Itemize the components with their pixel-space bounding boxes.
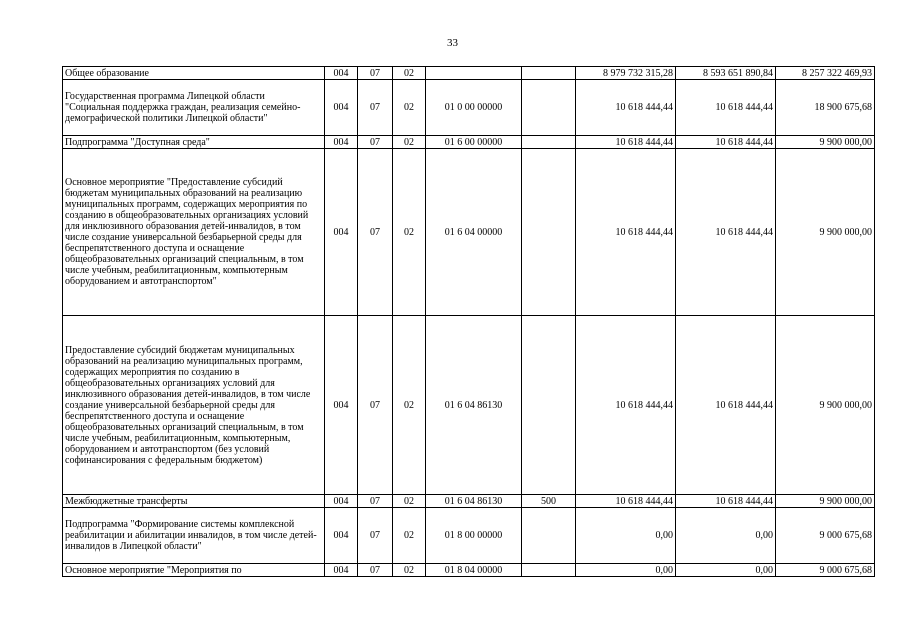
table-row <box>63 67 875 80</box>
amount-year-2: 8 593 651 890,84 <box>676 67 776 80</box>
ministry-code: 004 <box>325 136 358 149</box>
amount-year-1: 0,00 <box>576 508 676 564</box>
ministry-code: 004 <box>325 80 358 136</box>
subsection-code: 02 <box>393 316 426 495</box>
table-row <box>63 149 875 316</box>
row-name: Основное мероприятие "Мероприятия по <box>63 564 325 577</box>
expense-type-code: 500 <box>522 495 576 508</box>
amount-year-2: 0,00 <box>676 508 776 564</box>
amount-year-2: 10 618 444,44 <box>676 80 776 136</box>
expense-type-code <box>522 80 576 136</box>
target-article-code: 01 6 04 00000 <box>426 149 522 316</box>
subsection-code: 02 <box>393 136 426 149</box>
subsection-code: 02 <box>393 67 426 80</box>
table-row <box>63 564 875 577</box>
subsection-code: 02 <box>393 508 426 564</box>
target-article-code: 01 8 04 00000 <box>426 564 522 577</box>
expense-type-code <box>522 564 576 577</box>
expense-type-code <box>522 316 576 495</box>
target-article-code: 01 6 04 86130 <box>426 316 522 495</box>
amount-year-2: 10 618 444,44 <box>676 316 776 495</box>
ministry-code: 004 <box>325 508 358 564</box>
amount-year-2: 0,00 <box>676 564 776 577</box>
amount-year-2: 10 618 444,44 <box>676 136 776 149</box>
section-code: 07 <box>358 508 393 564</box>
amount-year-1: 10 618 444,44 <box>576 149 676 316</box>
section-code: 07 <box>358 495 393 508</box>
amount-year-3: 9 900 000,00 <box>776 149 875 316</box>
target-article-code: 01 0 00 00000 <box>426 80 522 136</box>
amount-year-1: 10 618 444,44 <box>576 80 676 136</box>
section-code: 07 <box>358 316 393 495</box>
section-code: 07 <box>358 67 393 80</box>
ministry-code: 004 <box>325 495 358 508</box>
section-code: 07 <box>358 80 393 136</box>
amount-year-1: 8 979 732 315,28 <box>576 67 676 80</box>
ministry-code: 004 <box>325 316 358 495</box>
row-name: Общее образование <box>63 67 325 80</box>
section-code: 07 <box>358 564 393 577</box>
amount-year-3: 18 900 675,68 <box>776 80 875 136</box>
section-code: 07 <box>358 149 393 316</box>
subsection-code: 02 <box>393 80 426 136</box>
expense-type-code <box>522 67 576 80</box>
budget-table <box>62 66 875 577</box>
target-article-code: 01 6 00 00000 <box>426 136 522 149</box>
table-row <box>63 316 875 495</box>
amount-year-2: 10 618 444,44 <box>676 149 776 316</box>
page-number: 33 <box>447 37 458 49</box>
subsection-code: 02 <box>393 564 426 577</box>
amount-year-1: 10 618 444,44 <box>576 136 676 149</box>
amount-year-2: 10 618 444,44 <box>676 495 776 508</box>
subsection-code: 02 <box>393 495 426 508</box>
row-name: Межбюджетные трансферты <box>63 495 325 508</box>
amount-year-3: 9 000 675,68 <box>776 508 875 564</box>
amount-year-3: 9 000 675,68 <box>776 564 875 577</box>
amount-year-1: 10 618 444,44 <box>576 316 676 495</box>
amount-year-1: 0,00 <box>576 564 676 577</box>
amount-year-1: 10 618 444,44 <box>576 495 676 508</box>
expense-type-code <box>522 149 576 316</box>
table-row <box>63 495 875 508</box>
table-row <box>63 80 875 136</box>
ministry-code: 004 <box>325 67 358 80</box>
expense-type-code <box>522 136 576 149</box>
target-article-code: 01 8 00 00000 <box>426 508 522 564</box>
row-name: Предоставление субсидий бюджетам муниципальных образований на реализацию муниципальных программ, содержащих мероприятия по созданию в общеобразовательных организациях условий для инклюзивного образования детей-инвалидов, в том числе создание универсальной безбарьерной среды для беспрепятственного доступа и оснащение общеобразовательных организаций специальным, в том числе учебным, реабилитационным, компьютерным, оборудованием и автотранспортом (без условий софинансирования с федеральным бюджетом) <box>63 316 325 495</box>
ministry-code: 004 <box>325 149 358 316</box>
row-name: Основное мероприятие "Предоставление субсидий бюджетам муниципальных образований на реализацию муниципальных программ, содержащих мероприятия по созданию в общеобразовательных организациях условий для инклюзивного образования детей-инвалидов, в том числе создание универсальной безбарьерной среды для беспрепятственного доступа и оснащение общеобразовательных организаций специальным, в том числе учебным, реабилитационным, компьютерным оборудованием и автотранспортом" <box>63 149 325 316</box>
table-row <box>63 136 875 149</box>
target-article-code: 01 6 04 86130 <box>426 495 522 508</box>
row-name: Подпрограмма "Формирование системы комплексной реабилитации и абилитации инвалидов, в том числе детей-инвалидов в Липецкой области" <box>63 508 325 564</box>
ministry-code: 004 <box>325 564 358 577</box>
expense-type-code <box>522 508 576 564</box>
amount-year-3: 8 257 322 469,93 <box>776 67 875 80</box>
amount-year-3: 9 900 000,00 <box>776 495 875 508</box>
subsection-code: 02 <box>393 149 426 316</box>
target-article-code <box>426 67 522 80</box>
amount-year-3: 9 900 000,00 <box>776 316 875 495</box>
amount-year-3: 9 900 000,00 <box>776 136 875 149</box>
row-name: Государственная программа Липецкой области "Социальная поддержка граждан, реализация семейно-демографической политики Липецкой области" <box>63 80 325 136</box>
table-row <box>63 508 875 564</box>
row-name: Подпрограмма "Доступная среда" <box>63 136 325 149</box>
section-code: 07 <box>358 136 393 149</box>
